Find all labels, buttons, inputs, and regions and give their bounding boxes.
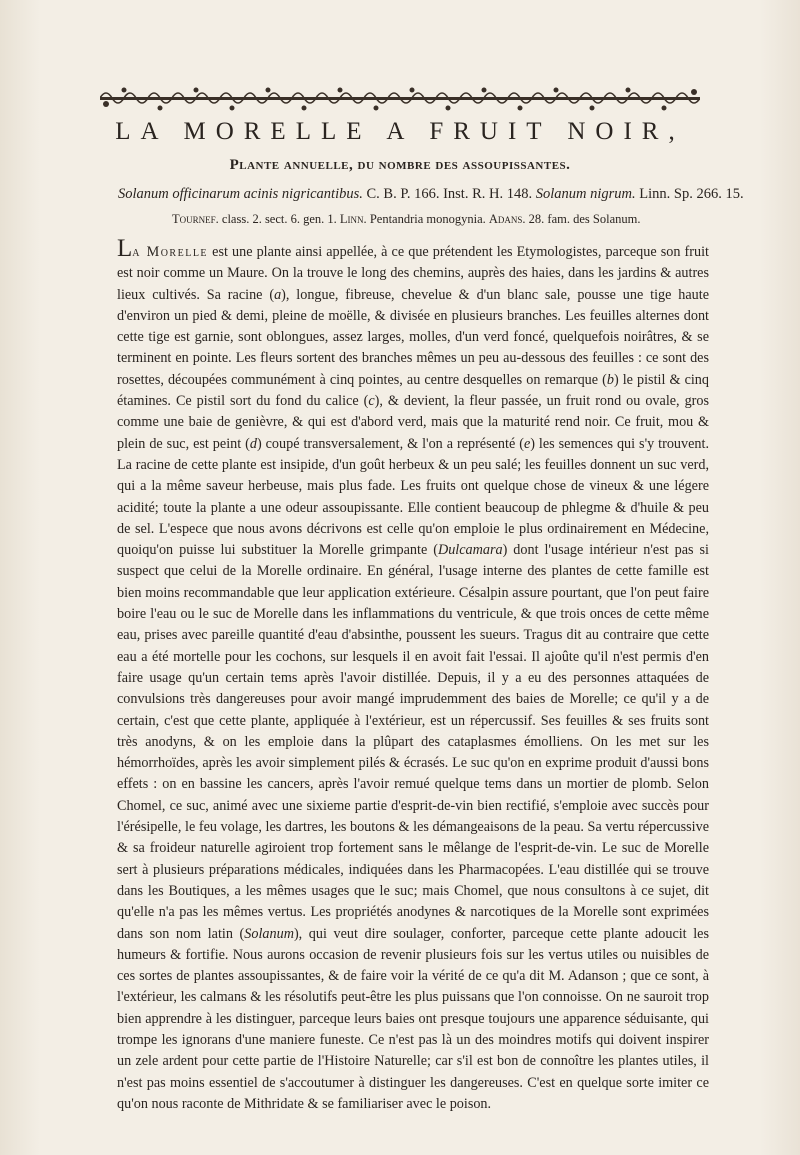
page-title: LA MORELLE A FRUIT NOIR,	[115, 118, 685, 145]
tournefort-detail: class. 2. sect. 6. gen. 1.	[218, 212, 340, 226]
linnaeus-ref: Linn. Sp. 266. 15.	[635, 186, 744, 202]
floral-ornament-icon	[100, 86, 700, 112]
figure-ref: b	[606, 371, 614, 388]
linnaeus-detail: Pentandria monogynia.	[366, 212, 489, 226]
bauhin-tournefort-ref: C. B. P. 166. Inst. R. H. 148.	[362, 186, 536, 202]
text-segment: ) dont l'usage intérieur n'est pas si suspect que celui de la Morelle ordinaire. En général, l'usage interne des plantes de cette famille est bien moins recommandable que leur application extérieure. Césalpin assure pourtant, que l'on peut faire boire l'eau ou le suc de Morelle dans les inflammations du ventricule, & que trois onces de cette même eau, prises avec pareille quantité d'eau d'absinthe, poussent les sueurs. Tragus dit au contraire que cette eau a été mortelle pour les cochons, sur lesquels il en avoit fait l'essai. Il ajoûte qu'il n'est permis d'en faire usage qu'un certain tems après l'avoir distillée. Depuis, il y a eu des personnes attaquées de convulsions très dangereuses pour avoir mangé imprudemment des baies de Morelle; ce qu'il y a de certain, c'est que cette plante, appliquée à l'extérieur, est un répercussif. Ses feuilles & ses fruits sont très anodyns, & on les emploie dans la plûpart des cataplasmes émolliens. On les met sur les hémorrhoïdes, après les avoir simplement pilés & écrasés. Le suc qu'on en exprime produit d'aussi bons effets : on en bassine les cancers, après l'avoir remué quelque tems dans un mortier de plomb. Selon Chomel, ce suc, animé avec une sixieme partie d'esprit-de-vin bien rectifié, s'emploie avec succès pour l'érésipelle, le feu volage, les dartres, les boutons & les démangeaisons de la peau. Sa vertu répercussive & sa froideur naturelle agiroient trop fortement sans le mêlange de l'esprit-de-vin. Le suc de Morelle sert à plusieurs préparations médicales, indiquées dans les Pharmacopées. L'eau distillée qui se trouve dans les Boutiques, a les mêmes usages que le suc; mais Chomel, que nous consultons à ce sujet, dit qu'elle n'a pas les mêmes vertus. Les propriétés anodynes & narcotiques de la Morelle sont exprimées dans son nom latin (	[117, 542, 709, 942]
text-segment: ) le pistil & cinq étamines. Ce pistil sort du fond du calice (	[117, 371, 709, 410]
text-segment: est une plante ainsi appellée, à ce que prétendent les Etymologistes, parceque son fruit est noir comme un Maure. On la trouve le long des chemins, auprès des haies, dans les jardins & autres lieux cultivés. Sa racine (	[117, 244, 709, 303]
text-segment: ), qui veut dire soulager, conforter, parceque cette plante adoucit les humeurs & fortifie. Nous aurons occasion de revenir plusieurs fois sur les vertus utiles ou nuisibles de ces sortes de plantes assoupissantes, & de faire voir la vérité de ce qu'a dit M. Adanson ; que ce sont, à l'extérieur, les calmans & les résolutifs peut-être les plus puissans que l'on connoisse. On ne sauroit trop bien apprendre à les distinguer, parceque leurs baies ont presque toujours une apparence séduisante, qui trompe les ignorans d'une maniere funeste. Ce n'est pas là un des moindres motifs qui doivent inspirer un zele ardent pour cette partie de l'Histoire Naturelle; car s'il est bon de connoître les plantes utiles, il n'est pas moins essentiel de s'accoutumer à distinguer les dangereuses. C'est en quelque sorte imiter ce qu'on nous raconte de Mithridate & se familiariser avec le poison.	[117, 925, 709, 1112]
tournefort-label: Tournef.	[172, 212, 219, 226]
adanson-label: Adans.	[488, 212, 526, 226]
text-segment: ), & devient, la fleur passée, un fruit rond ou ovale, gros comme une baie de genièvre, & qui est d'abord verd, mais que la maturité rend noir. Ce fruit, mou & plein de suc, est peint (	[117, 393, 710, 452]
drop-initial: L	[117, 235, 133, 262]
figure-ref: d	[249, 435, 257, 452]
dulcamara-term: Dulcamara	[437, 542, 503, 559]
text-segment: ) coupé transversalement, & l'on a représenté (	[256, 435, 524, 452]
text-segment: ) les semences qui s'y trouvent. La racine de cette plante est insipide, d'un goût herbeux & un peu salé; les feuilles donnent un suc verd, qui a la même saveur herbeuse, mais plus fade. Les fruits ont quelque chose de vineux & une légere acidité; toute la plante a une odeur assoupissante. Elle contient beaucoup de phlegme & d'huile & peu de sel. L'espece que nous avons décrivons est celle qu'on emploie le plus ordinairement en Médecine, quoiqu'on puisse lui substituer la Morelle grimpante (	[117, 435, 709, 559]
latin-name: Solanum officinarum acinis nigricantibus.	[118, 186, 363, 202]
linnaeus-name: Solanum nigrum.	[535, 186, 636, 202]
description-paragraph	[117, 235, 710, 1115]
linnaeus-label: Linn.	[339, 212, 367, 226]
botanical-synonyms	[118, 186, 744, 203]
classification-refs	[172, 212, 732, 227]
figure-ref: e	[523, 435, 531, 452]
figure-ref: a	[274, 286, 282, 303]
figure-ref: c	[368, 393, 375, 410]
adanson-detail: 28. fam. des Solanum.	[525, 212, 641, 226]
page-subtitle: Plante annuelle, du nombre des assoupissantes.	[229, 157, 571, 173]
solanum-term: Solanum	[244, 925, 294, 942]
text-segment: ), longue, fibreuse, chevelue & d'un blanc sale, pousse une tige haute d'environ un pied & demi, pleine de moëlle, & divisée en plusieurs branches. Les feuilles alternes dont cette tige est garnie, sont oblongues, assez larges, molles, d'un verd foncé, quelquefois noirâtres, & se terminent en pointe. Les fleurs sortent des branches mêmes un peu au-dessous des feuilles : ce sont des rosettes, découpées communément à cinq pointes, au centre desquelles on remarque (	[117, 286, 710, 388]
lead-word: a Morelle	[132, 244, 209, 260]
